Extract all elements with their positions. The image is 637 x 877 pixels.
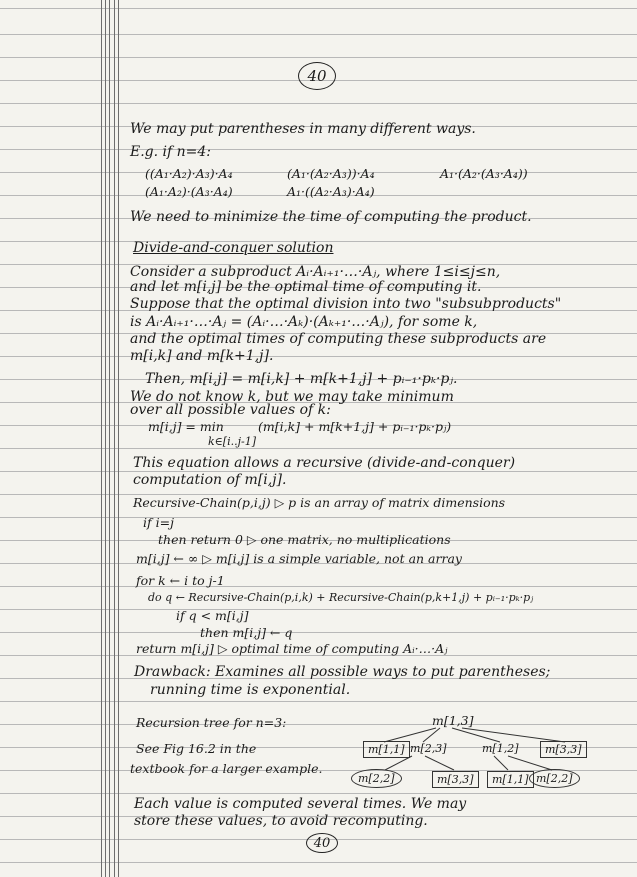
line-9: is Aᵢ·Aᵢ₊₁·…·Aⱼ = (Aᵢ·…·Aₖ)·(Aₖ₊₁·…·Aⱼ), for some k, (130, 314, 478, 330)
line-11: m[i,k] and m[k+1,j]. (130, 348, 274, 364)
line-8: Suppose that the optimal division into two "subsubproducts" (130, 296, 562, 312)
tree-root: m[1,3] (432, 713, 474, 728)
line-13: We do not know k, but we may take minimum (130, 389, 454, 405)
line-5: We need to minimize the time of computing the product. (130, 209, 532, 225)
page-number-bottom: 40 (306, 833, 338, 853)
line-10: and the optimal times of computing these subproducts are (130, 331, 547, 347)
line-1: We may put parentheses in many different ways. (130, 121, 476, 137)
line-20: then return 0 ▷ one matrix, no multiplications (158, 532, 451, 547)
line-27: Drawback: Examines all possible ways to put parentheses; (134, 664, 551, 680)
line-17: computation of m[i,j]. (133, 472, 287, 488)
tree-node-1-1b: m[1,1] (487, 771, 534, 788)
line-22: for k ← i to j-1 (136, 573, 225, 588)
tree-node-1-2: m[1,2] (482, 742, 519, 755)
line-3c: A₁·(A₂·(A₃·A₄)) (440, 166, 528, 181)
line-3a: ((A₁·A₂)·A₃)·A₄ (145, 166, 233, 181)
line-15a: m[i,j] = min (148, 419, 224, 434)
line-33: store these values, to avoid recomputing. (134, 813, 428, 829)
line-15c: k∈[i..j-1] (208, 435, 257, 448)
tree-node-2-2b: m[2,2] (529, 769, 580, 788)
line-32: Each value is computed several times. We may (134, 796, 467, 812)
line-15b: (m[i,k] + m[k+1,j] + pᵢ₋₁·pₖ·pⱼ) (258, 419, 452, 434)
line-30: See Fig 16.2 in the (136, 741, 257, 756)
line-26: return m[i,j] ▷ optimal time of computing Aᵢ·…·Aⱼ (136, 641, 448, 656)
line-21: m[i,j] ← ∞ ▷ m[i,j] is a simple variable, not an array (136, 551, 462, 566)
line-28: running time is exponential. (150, 682, 351, 698)
line-24: if q < m[i,j] (176, 608, 249, 623)
line-14: over all possible values of k: (130, 402, 331, 418)
line-25: then m[i,j] ← q (200, 625, 293, 640)
line-7: and let m[i,j] be the optimal time of computing it. (130, 279, 482, 295)
line-4b: A₁·((A₂·A₃)·A₄) (287, 184, 375, 199)
tree-node-2-3: m[2,3] (410, 742, 447, 755)
line-2: E.g. if n=4: (130, 144, 212, 160)
line-12: Then, m[i,j] = m[i,k] + m[k+1,j] + pᵢ₋₁·pₖ·pⱼ. (145, 371, 458, 387)
line-18: Recursive-Chain(p,i,j) ▷ p is an array of matrix dimensions (133, 495, 506, 510)
line-3b: (A₁·(A₂·A₃))·A₄ (287, 166, 375, 181)
tree-node-2-2a: m[2,2] (351, 769, 402, 788)
line-19: if i=j (143, 515, 174, 530)
tree-node-3-3b: m[3,3] (432, 771, 479, 788)
line-6: Consider a subproduct Aᵢ·Aᵢ₊₁·…·Aⱼ, where 1≤i≤j≤n, (130, 264, 501, 280)
line-16: This equation allows a recursive (divide-and-conquer) (133, 455, 516, 471)
page-number-top: 40 (298, 62, 336, 90)
tree-node-3-3: m[3,3] (540, 741, 587, 758)
line-4a: (A₁·A₂)·(A₃·A₄) (145, 184, 233, 199)
line-23: do q ← Recursive-Chain(p,i,k) + Recursive-Chain(p,k+1,j) + pᵢ₋₁·pₖ·pⱼ (148, 591, 534, 604)
tree-node-1-1: m[1,1] (363, 741, 410, 758)
line-31: textbook for a larger example. (130, 761, 323, 776)
line-29: Recursion tree for n=3: (136, 715, 287, 730)
section-heading: Divide-and-conquer solution (133, 240, 334, 256)
